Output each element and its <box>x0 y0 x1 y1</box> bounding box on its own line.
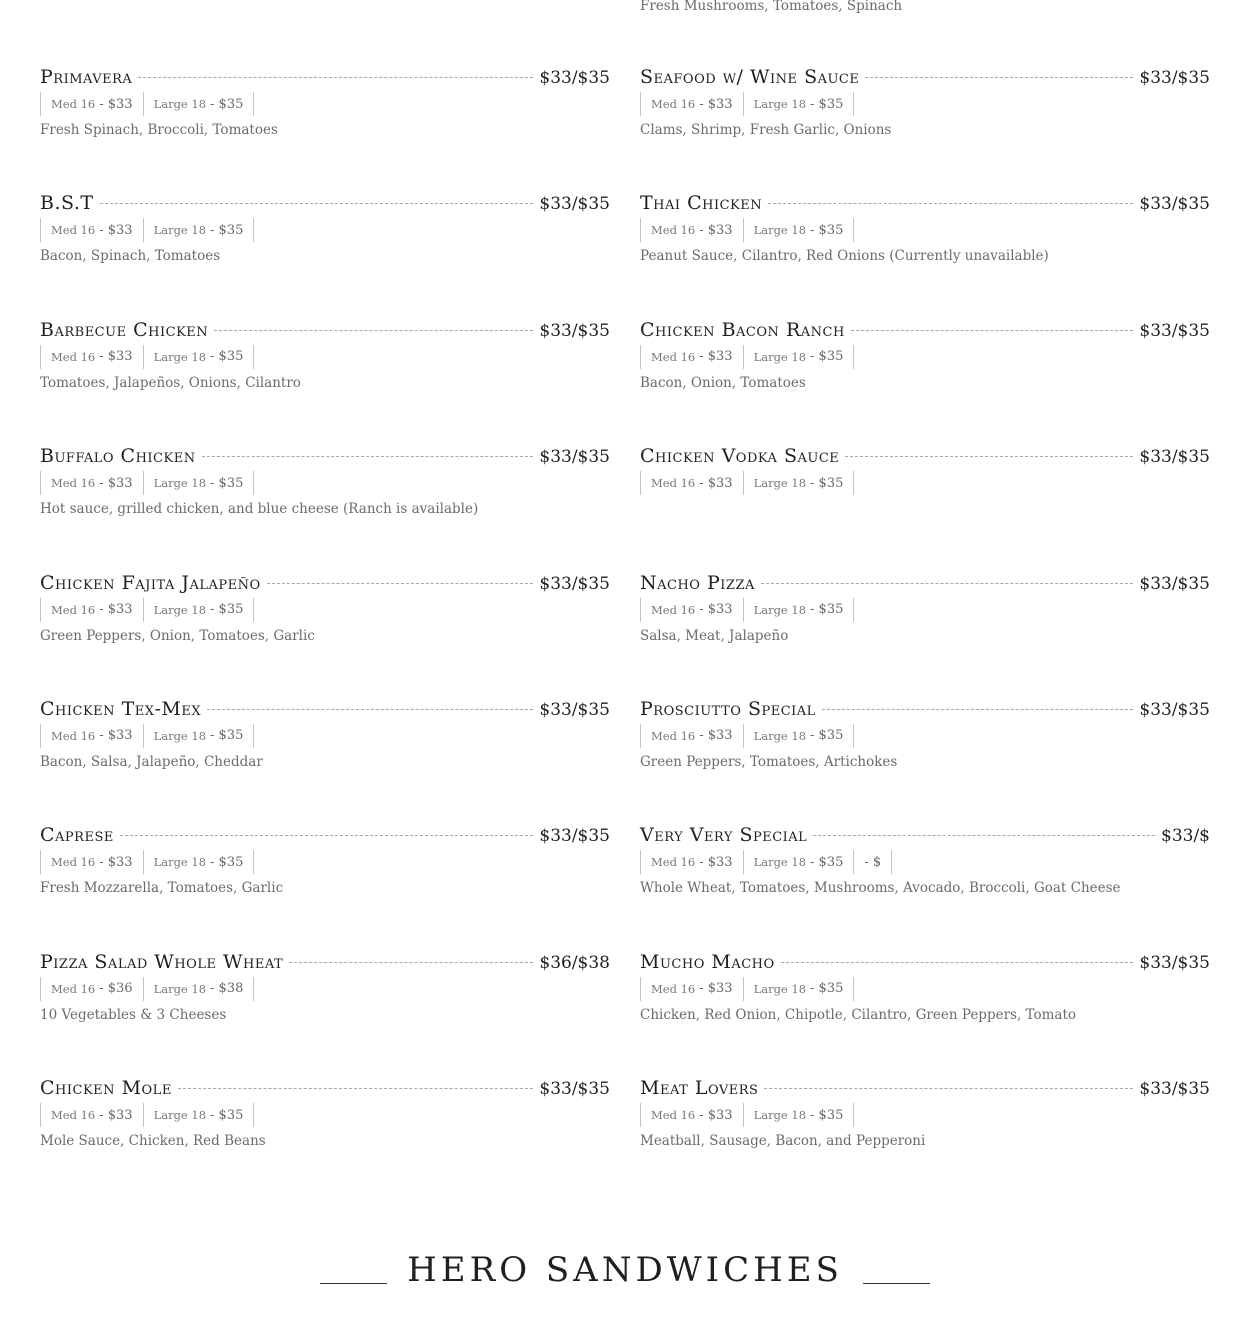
menu-item-header <box>640 445 1210 471</box>
menu-item[interactable] <box>640 1077 1210 1203</box>
size-options <box>40 850 610 874</box>
menu-item-price: $33/$35 <box>1139 194 1210 215</box>
menu-item[interactable] <box>640 66 1210 192</box>
size-label: Med 16 <box>51 602 96 617</box>
size-label: Large 18 <box>753 728 807 743</box>
size-option[interactable] <box>40 345 143 369</box>
size-option[interactable] <box>40 724 143 748</box>
section-divider-left <box>320 1283 387 1284</box>
size-price: - $33 <box>99 602 133 618</box>
menu-item-price: $33/$35 <box>539 826 610 847</box>
size-options <box>40 471 610 495</box>
size-options <box>640 92 1210 116</box>
menu-item-header <box>40 698 610 724</box>
menu-item-description: Hot sauce, grilled chicken, and blue cheese (Ranch is available) <box>40 501 479 518</box>
size-label: Med 16 <box>651 981 696 996</box>
size-options <box>640 977 1210 1001</box>
size-option[interactable] <box>640 598 743 622</box>
size-price: - $33 <box>699 728 733 744</box>
menu-item-header <box>40 66 610 92</box>
menu-item-header <box>40 572 610 598</box>
size-option[interactable] <box>143 724 255 748</box>
size-price: - $35 <box>210 1107 244 1123</box>
menu-item-description: Green Peppers, Tomatoes, Artichokes <box>640 753 898 770</box>
size-label: Med 16 <box>51 981 96 996</box>
size-label: Large 18 <box>153 1108 207 1123</box>
size-price: - $33 <box>99 728 133 744</box>
size-price: - $33 <box>699 981 733 997</box>
dotted-leader <box>214 330 533 331</box>
menu-item-price: $33/$35 <box>539 194 610 215</box>
menu-item-price: $33/$35 <box>1139 952 1210 973</box>
menu-item-name: Very Very Special <box>640 824 808 847</box>
size-label: Large 18 <box>753 349 807 364</box>
size-price: - $33 <box>699 1107 733 1123</box>
size-option[interactable] <box>40 1103 143 1127</box>
size-label: Med 16 <box>651 728 696 743</box>
size-price: - $33 <box>99 475 133 491</box>
size-price: - $35 <box>210 854 244 870</box>
size-price: - $33 <box>699 349 733 365</box>
menu-item-name: Chicken Bacon Ranch <box>640 318 845 341</box>
menu-item-header <box>640 1077 1210 1103</box>
size-option[interactable] <box>143 92 255 116</box>
size-price: - $33 <box>699 602 733 618</box>
menu-item[interactable] <box>40 824 610 950</box>
size-label: Med 16 <box>651 1108 696 1123</box>
dotted-leader <box>764 1088 1133 1089</box>
menu-item-name: Prosciutto Special <box>640 697 816 720</box>
size-option[interactable] <box>640 724 743 748</box>
size-label: Med 16 <box>51 728 96 743</box>
menu-item[interactable] <box>40 192 610 318</box>
menu-item-description: Salsa, Meat, Jalapeño <box>640 627 789 644</box>
menu-item-description: Meatball, Sausage, Bacon, and Pepperoni <box>640 1133 926 1150</box>
menu-item[interactable] <box>40 572 610 698</box>
menu-item-description: Peanut Sauce, Cilantro, Red Onions (Currently unavailable) <box>640 248 1049 265</box>
menu-item-description: Green Peppers, Onion, Tomatoes, Garlic <box>40 627 315 644</box>
size-label: Large 18 <box>153 855 207 870</box>
dotted-leader <box>202 456 534 457</box>
size-price: - $35 <box>810 602 844 618</box>
size-options <box>640 471 1210 495</box>
menu-item-price: $36/$38 <box>539 952 610 973</box>
size-label: Large 18 <box>753 1108 807 1123</box>
dotted-leader <box>100 203 534 204</box>
size-option[interactable] <box>743 471 855 495</box>
size-options <box>40 1103 610 1127</box>
menu-item[interactable] <box>40 951 610 1077</box>
menu-item-price: $33/$35 <box>1139 699 1210 720</box>
size-option[interactable] <box>40 218 143 242</box>
size-price: - $ <box>864 854 882 870</box>
size-option[interactable] <box>40 977 143 1001</box>
menu-item[interactable] <box>640 319 1210 445</box>
menu-item-name: Seafood w/ Wine Sauce <box>640 66 860 88</box>
menu-item-header <box>640 572 1210 598</box>
section-title: HERO SANDWICHES <box>407 1250 843 1291</box>
size-label: Med 16 <box>51 1108 96 1123</box>
size-option[interactable] <box>143 850 255 874</box>
size-price: - $35 <box>210 222 244 238</box>
menu-item-price: $33/$35 <box>539 320 610 341</box>
menu-item-header <box>640 824 1210 850</box>
size-label: Large 18 <box>753 855 807 870</box>
menu-item-price: $33/$35 <box>539 573 610 594</box>
menu-item[interactable] <box>640 572 1210 698</box>
size-price: - $33 <box>99 349 133 365</box>
menu-item-description: Clams, Shrimp, Fresh Garlic, Onions <box>640 122 892 138</box>
dotted-leader <box>178 1088 534 1089</box>
size-option[interactable] <box>640 471 743 495</box>
size-label: Med 16 <box>651 349 696 364</box>
size-label: Large 18 <box>153 728 207 743</box>
size-label: Large 18 <box>753 97 807 111</box>
size-options <box>640 850 1210 874</box>
menu-item-description: 10 Vegetables & 3 Cheeses <box>40 1006 227 1023</box>
size-option[interactable] <box>143 471 255 495</box>
size-price: - $38 <box>210 981 244 997</box>
size-price: - $35 <box>210 728 244 744</box>
size-price: - $33 <box>99 96 133 112</box>
menu-item[interactable] <box>40 319 610 445</box>
dotted-leader <box>768 203 1133 204</box>
menu-item-price: $33/$35 <box>539 699 610 720</box>
dotted-leader <box>267 583 534 584</box>
size-price: - $33 <box>699 96 733 112</box>
menu-item-name: Chicken Fajita Jalapeño <box>40 571 261 594</box>
size-price: - $35 <box>210 96 244 112</box>
menu-item[interactable] <box>40 698 610 824</box>
menu-item-price: $33/$35 <box>1139 1079 1210 1100</box>
size-option[interactable] <box>743 977 855 1001</box>
menu-item[interactable] <box>640 445 1210 571</box>
size-option[interactable] <box>640 977 743 1001</box>
menu-item-header <box>640 951 1210 977</box>
menu-item-price: $33/$35 <box>539 1079 610 1100</box>
size-label: Med 16 <box>51 349 96 364</box>
size-options <box>640 218 1210 242</box>
size-price: - $33 <box>99 222 133 238</box>
menu-item-name: Nacho Pizza <box>640 571 755 594</box>
size-price: - $33 <box>699 222 733 238</box>
size-price: - $33 <box>699 854 733 870</box>
dotted-leader <box>289 962 533 963</box>
previous-item-description: Fresh Mushrooms, Tomatoes, Spinach <box>640 0 903 14</box>
dotted-leader <box>845 456 1133 457</box>
menu-item-name: Pizza Salad Whole Wheat <box>40 950 284 973</box>
menu-item[interactable] <box>640 824 1210 950</box>
menu-column-left <box>40 66 610 1204</box>
size-option[interactable] <box>640 1103 743 1127</box>
size-option[interactable] <box>40 471 143 495</box>
size-options <box>640 345 1210 369</box>
dotted-leader <box>781 962 1134 963</box>
size-label: Med 16 <box>651 602 696 617</box>
menu-item-description: Fresh Mozzarella, Tomatoes, Garlic <box>40 880 284 897</box>
dotted-leader <box>120 835 534 836</box>
size-label: Large 18 <box>753 476 807 491</box>
size-label: Large 18 <box>153 602 207 617</box>
size-option[interactable] <box>143 1103 255 1127</box>
size-options <box>640 598 1210 622</box>
size-label: Med 16 <box>51 223 96 238</box>
dotted-leader <box>761 583 1134 584</box>
size-label: Large 18 <box>153 223 207 238</box>
section-divider-right <box>863 1283 930 1284</box>
menu-item-description: Fresh Spinach, Broccoli, Tomatoes <box>40 122 278 138</box>
menu-item[interactable] <box>40 1077 610 1203</box>
size-option[interactable] <box>40 850 143 874</box>
size-label: Med 16 <box>651 223 696 238</box>
size-label: Large 18 <box>753 981 807 996</box>
menu-item-header <box>40 192 610 218</box>
menu-item-name: Caprese <box>40 824 114 847</box>
section-header <box>320 1222 930 1318</box>
size-option[interactable] <box>143 977 255 1001</box>
size-label: Med 16 <box>51 855 96 870</box>
size-option[interactable] <box>853 850 892 874</box>
menu-item[interactable] <box>640 698 1210 824</box>
menu-column-right <box>640 66 1210 1204</box>
size-option[interactable] <box>743 1103 855 1127</box>
size-options <box>40 218 610 242</box>
size-label: Large 18 <box>153 349 207 364</box>
size-label: Med 16 <box>51 97 96 111</box>
size-option[interactable] <box>743 218 855 242</box>
menu-item-description: Bacon, Spinach, Tomatoes <box>40 248 221 265</box>
dotted-leader <box>813 835 1155 836</box>
size-options <box>640 1103 1210 1127</box>
size-price: - $35 <box>210 349 244 365</box>
size-option[interactable] <box>743 92 855 116</box>
size-price: - $35 <box>210 475 244 491</box>
size-label: Large 18 <box>753 602 807 617</box>
menu-item-name: Meat Lovers <box>640 1077 759 1100</box>
size-option[interactable] <box>143 345 255 369</box>
dotted-leader <box>822 709 1134 710</box>
menu-item-name: Chicken Tex-Mex <box>40 697 202 720</box>
menu-item-description: Mole Sauce, Chicken, Red Beans <box>40 1133 266 1150</box>
size-price: - $35 <box>810 222 844 238</box>
size-label: Med 16 <box>651 476 696 491</box>
size-label: Med 16 <box>51 476 96 491</box>
size-option[interactable] <box>40 598 143 622</box>
menu-item-header <box>640 66 1210 92</box>
menu-item-header <box>40 319 610 345</box>
size-option[interactable] <box>640 345 743 369</box>
size-price: - $35 <box>810 349 844 365</box>
size-option[interactable] <box>743 850 854 874</box>
size-price: - $33 <box>99 1107 133 1123</box>
menu-item-name: Mucho Macho <box>640 950 775 973</box>
menu-item[interactable] <box>640 192 1210 318</box>
size-options <box>40 977 610 1001</box>
size-price: - $35 <box>210 602 244 618</box>
size-option[interactable] <box>640 850 743 874</box>
menu-item-name: Buffalo Chicken <box>40 445 196 468</box>
size-price: - $33 <box>99 854 133 870</box>
size-price: - $35 <box>810 475 844 491</box>
dotted-leader <box>138 77 533 78</box>
size-label: Med 16 <box>651 97 696 111</box>
menu-item-price: $33/$ <box>1161 826 1210 847</box>
size-price: - $35 <box>810 854 844 870</box>
size-label: Large 18 <box>153 97 207 111</box>
size-option[interactable] <box>743 724 855 748</box>
menu-item-description: Bacon, Onion, Tomatoes <box>640 374 806 391</box>
menu-item-description: Whole Wheat, Tomatoes, Mushrooms, Avocado, Broccoli, Goat Cheese <box>640 880 1121 897</box>
menu-item-header <box>40 1077 610 1103</box>
size-option[interactable] <box>743 598 855 622</box>
size-option[interactable] <box>143 218 255 242</box>
menu-item-header <box>40 824 610 850</box>
size-label: Large 18 <box>753 223 807 238</box>
size-price: - $35 <box>810 1107 844 1123</box>
menu-item-header <box>640 192 1210 218</box>
size-option[interactable] <box>143 598 255 622</box>
size-price: - $35 <box>810 96 844 112</box>
dotted-leader <box>207 709 533 710</box>
menu-item[interactable] <box>640 951 1210 1077</box>
size-options <box>40 598 610 622</box>
dotted-leader <box>851 330 1134 331</box>
size-label: Large 18 <box>153 981 207 996</box>
size-price: - $33 <box>699 475 733 491</box>
size-label: Large 18 <box>153 476 207 491</box>
size-option[interactable] <box>743 345 855 369</box>
menu-item-name: Barbecue Chicken <box>40 318 209 341</box>
menu-item-header <box>40 951 610 977</box>
menu-item-name: Chicken Mole <box>40 1077 172 1100</box>
menu-item-price: $33/$35 <box>1139 573 1210 594</box>
menu-item-header <box>40 445 610 471</box>
size-options <box>40 724 610 748</box>
menu-item-name: B.S.T <box>40 192 94 215</box>
size-options <box>640 724 1210 748</box>
menu-item[interactable] <box>40 66 610 192</box>
menu-item-name: Primavera <box>40 66 133 88</box>
size-price: - $35 <box>810 981 844 997</box>
size-option[interactable] <box>640 92 743 116</box>
menu-item-header <box>640 319 1210 345</box>
size-options <box>40 345 610 369</box>
menu-item-description: Chicken, Red Onion, Chipotle, Cilantro, Green Peppers, Tomato <box>640 1006 1077 1023</box>
size-option[interactable] <box>40 92 143 116</box>
menu-item-price: $33/$35 <box>539 447 610 468</box>
menu-item-description: Tomatoes, Jalapeños, Onions, Cilantro <box>40 374 301 391</box>
size-option[interactable] <box>640 218 743 242</box>
menu-item-name: Chicken Vodka Sauce <box>640 445 840 468</box>
menu-item-header <box>640 698 1210 724</box>
size-options <box>40 92 610 116</box>
menu-item-price: $33/$35 <box>1139 320 1210 341</box>
size-price: - $36 <box>99 981 133 997</box>
menu-item-name: Thai Chicken <box>640 192 763 215</box>
menu-item-price: $33/$35 <box>539 68 610 88</box>
size-price: - $35 <box>810 728 844 744</box>
dotted-leader <box>865 77 1133 78</box>
menu-item-price: $33/$35 <box>1139 68 1210 88</box>
size-label: Med 16 <box>651 855 696 870</box>
menu-item-price: $33/$35 <box>1139 447 1210 468</box>
menu-item-description: Bacon, Salsa, Jalapeño, Cheddar <box>40 753 263 770</box>
menu-item[interactable] <box>40 445 610 571</box>
